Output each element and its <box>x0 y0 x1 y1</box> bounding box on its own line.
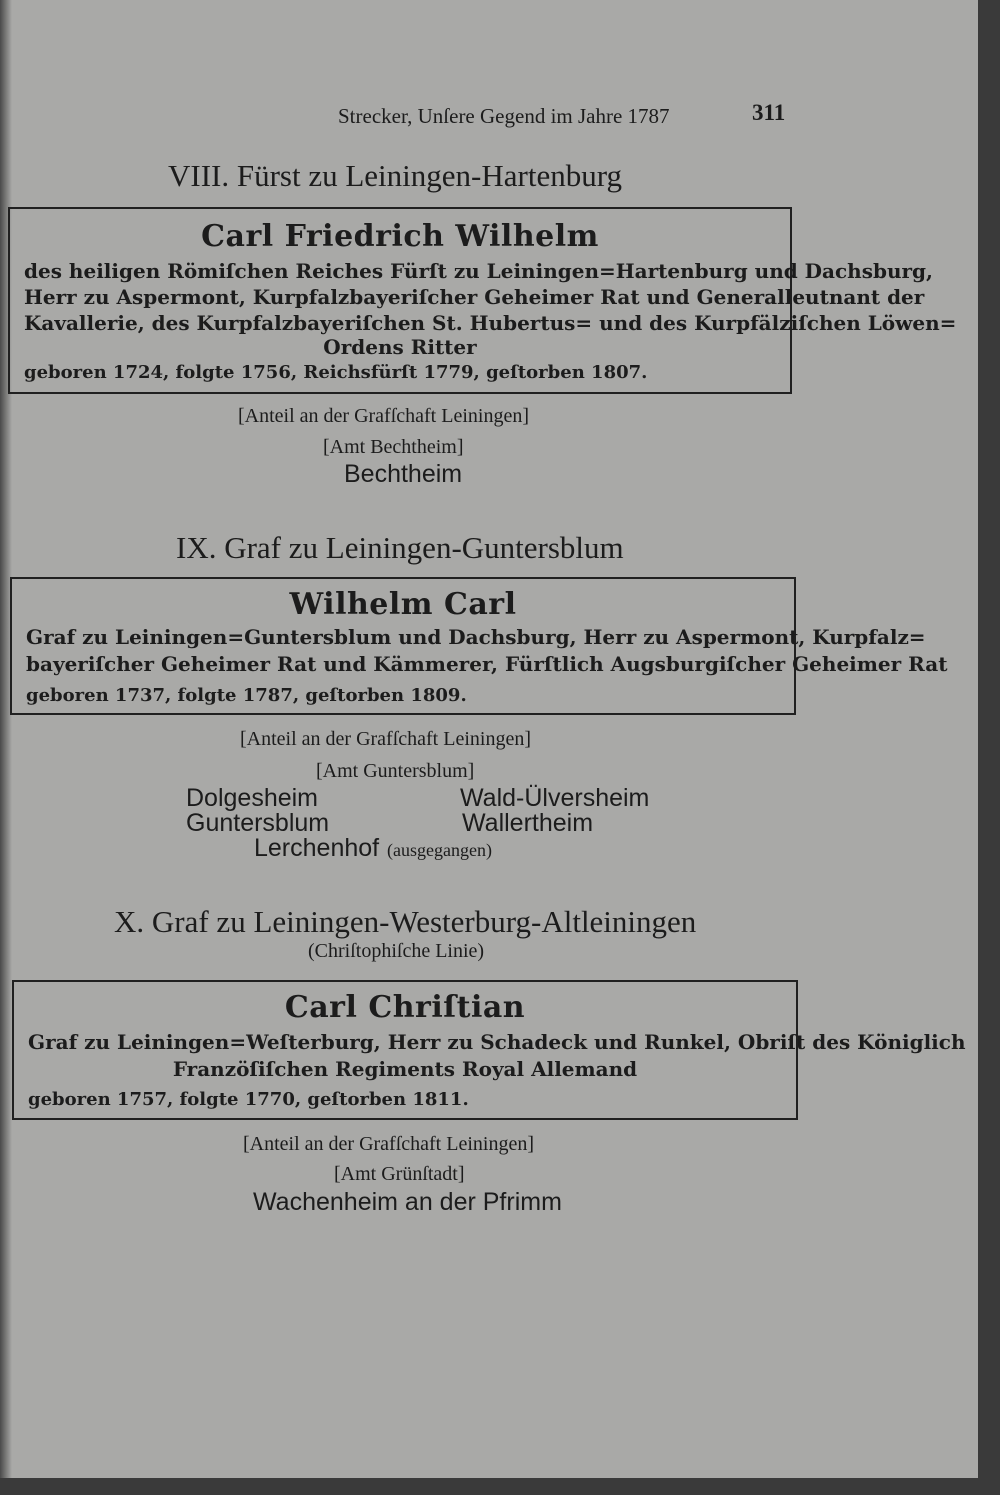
person-name: Wilhelm Carl <box>289 587 517 622</box>
anteil-label: [Anteil an der Grafſchaft Leiningen] <box>240 728 531 750</box>
amt-label: [Amt Bechtheim] <box>323 436 464 458</box>
person-description-line: Graf zu Leiningen=Guntersblum und Dachsburg, Herr zu Aspermont, Kurpfalz= <box>26 625 926 649</box>
anteil-label: [Anteil an der Grafſchaft Leiningen] <box>243 1133 534 1155</box>
place-note: (ausgegangen) <box>387 840 492 860</box>
person-description-line: bayeriſcher Geheimer Rat und Kämmerer, Fürſtlich Augsburgiſcher Geheimer Rat <box>26 652 948 676</box>
person-description-line: Ordens Ritter <box>323 335 477 359</box>
person-box-carl-friedrich-wilhelm <box>8 207 957 394</box>
place-wachenheim: Wachenheim an der Pfrimm <box>253 1188 562 1216</box>
page-number: 311 <box>752 100 786 125</box>
place-wald-uelversheim: Wald-Ülversheim <box>460 784 650 812</box>
place-wallertheim: Wallertheim <box>462 809 594 837</box>
section-heading-viii: VIII. Fürst zu Leiningen-Hartenburg <box>168 158 622 193</box>
section-heading-x: X. Graf zu Leiningen-Westerburg-Altleiningen <box>114 904 697 939</box>
person-name: Carl Chriſtian <box>284 990 526 1025</box>
amt-label: [Amt Guntersblum] <box>316 760 475 782</box>
person-dates: geboren 1724, folgte 1756, Reichsfürſt 1779, geſtorben 1807. <box>24 362 648 383</box>
person-box-carl-christian <box>12 980 966 1120</box>
person-dates: geboren 1737, folgte 1787, geſtorben 1809. <box>26 685 467 706</box>
person-box-wilhelm-carl <box>10 577 948 715</box>
person-description-line: des heiligen Römiſchen Reiches Fürſt zu Leiningen=Hartenburg und Dachsburg, <box>24 259 933 283</box>
person-dates: geboren 1757, folgte 1770, geſtorben 1811. <box>28 1089 469 1110</box>
place-bechtheim: Bechtheim <box>344 460 463 488</box>
place-guntersblum: Guntersblum <box>186 809 330 837</box>
person-name: Carl Friedrich Wilhelm <box>201 219 599 254</box>
person-description-line: Kavallerie, des Kurpfalzbayeriſchen St. Hubertus= und des Kurpfälziſchen Löwen= <box>24 311 957 335</box>
person-description-line: Graf zu Leiningen=Weſterburg, Herr zu Schadeck und Runkel, Obriſt des Königlich <box>28 1030 966 1054</box>
section-heading-ix: IX. Graf zu Leiningen-Guntersblum <box>176 530 624 565</box>
running-title: Strecker, Unſere Gegend im Jahre 1787 <box>338 104 670 128</box>
place-lerchenhof: Lerchenhof <box>254 834 380 862</box>
person-description-line: Franzöſiſchen Regiments Royal Allemand <box>172 1057 638 1081</box>
amt-label: [Amt Grünſtadt] <box>334 1163 465 1185</box>
section-subheading: (Chriſtophiſche Linie) <box>308 940 485 962</box>
person-description-line: Herr zu Aspermont, Kurpfalzbayeriſcher Geheimer Rat und Generalleutnant der <box>24 285 925 309</box>
anteil-label: [Anteil an der Grafſchaft Leiningen] <box>238 405 529 427</box>
place-dolgesheim: Dolgesheim <box>186 784 319 812</box>
